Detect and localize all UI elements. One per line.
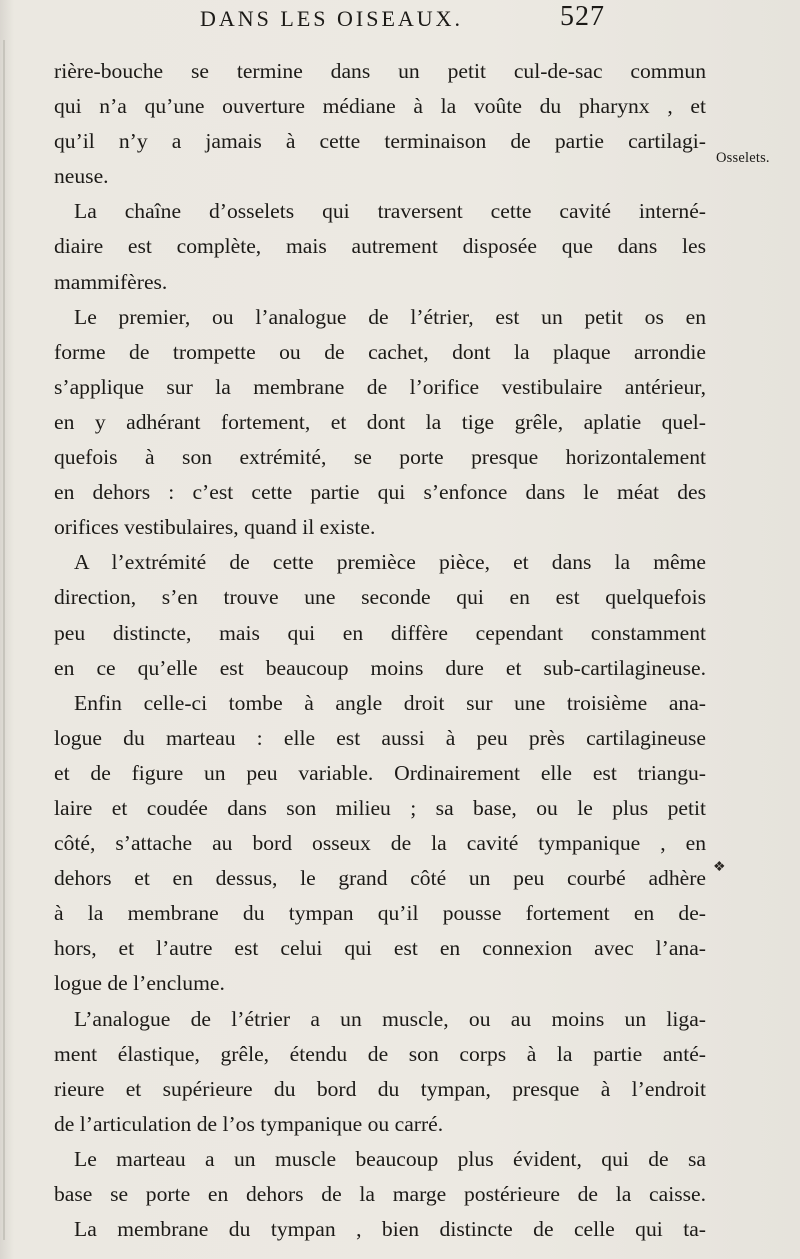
text-line: ment élastique, grêle, étendu de son corps à la partie anté- [54,1041,706,1066]
text-line: A l’extrémité de cette premièce pièce, et dans la même [74,550,706,575]
text-line: La chaîne d’osselets qui traversent cette cavité interné- [74,199,706,224]
text-line: La membrane du tympan , bien distincte de celle qui ta- [74,1217,706,1242]
text-line: dehors et en dessus, le grand côté un peu courbé adhère [54,866,706,891]
body-text [54,54,706,1247]
text-line: en ce qu’elle est beaucoup moins dure et sub-cartilagineuse. [54,655,706,680]
text-line: peu distincte, mais qui en diffère cependant constamment [54,620,706,645]
text-line: côté, s’attache au bord osseux de la cavité tympanique , en [54,831,706,856]
text-line: qui n’a qu’une ouverture médiane à la voûte du pharynx , et [54,94,706,119]
text-line: orifices vestibulaires, quand il existe. [54,515,376,540]
text-line: Enfin celle-ci tombe à angle droit sur une troisième ana- [74,690,706,715]
text-line: et de figure un peu variable. Ordinairement elle est triangu- [54,760,706,785]
ornament-mark: ❖ [713,860,726,875]
text-line: logue de l’enclume. [54,971,225,996]
binding-gutter [3,40,5,1240]
text-line: rière-bouche se termine dans un petit cul-de-sac commun [54,59,706,83]
margin-note: Osselets. [716,150,770,166]
running-head: DANS LES OISEAUX. [200,6,464,31]
text-line: s’applique sur la membrane de l’orifice vestibulaire antérieur, [54,374,706,399]
text-line: base se porte en dehors de la marge postérieure de la caisse. [54,1182,706,1206]
text-line: hors, et l’autre est celui qui est en connexion avec l’ana- [54,936,706,961]
text-line: mammifères. [54,269,168,294]
text-line: en y adhérant fortement, et dont la tige grêle, aplatie quel- [54,409,706,434]
page-number: 527 [560,1,605,32]
text-line: à la membrane du tympan qu’il pousse fortement en de- [54,901,706,926]
text-line: neuse. [54,164,109,189]
text-line: de l’articulation de l’os tympanique ou carré. [54,1111,444,1136]
text-line: laire et coudée dans son milieu ; sa base, ou le plus petit [54,795,706,820]
text-line: logue du marteau : elle est aussi à peu près cartilagineuse [54,725,706,750]
text-line: qu’il n’y a jamais à cette terminaison de partie cartilagi- [54,129,706,154]
text-line: direction, s’en trouve une seconde qui en est quelquefois [54,585,706,610]
text-line: Le premier, ou l’analogue de l’étrier, est un petit os en [74,304,706,329]
text-line: diaire est complète, mais autrement disposée que dans les [54,234,706,259]
text-line: rieure et supérieure du bord du tympan, presque à l’endroit [54,1076,706,1101]
text-line: Le marteau a un muscle beaucoup plus évident, qui de sa [74,1146,706,1171]
text-line: en dehors : c’est cette partie qui s’enfonce dans le méat des [54,480,706,505]
text-line: forme de trompette ou de cachet, dont la plaque arrondie [54,339,706,364]
text-line: L’analogue de l’étrier a un muscle, ou au moins un liga- [74,1006,706,1031]
text-line: quefois à son extrémité, se porte presque horizontalement [54,445,706,470]
